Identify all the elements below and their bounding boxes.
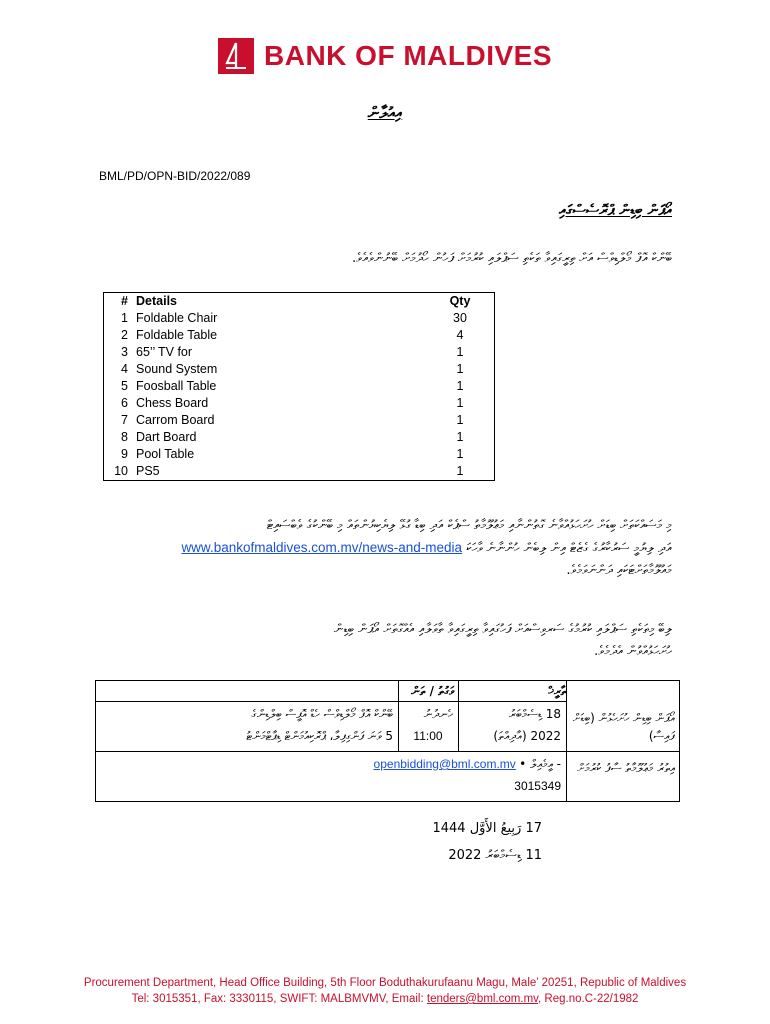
row-details: Sound System [136,362,218,376]
bank-logo [218,38,552,74]
schedule-row1-date-bottom: 2022 (އާދިއްތަ) [493,729,561,743]
footer-contact-suffix: , Reg.no.C-22/1982 [538,993,639,1005]
row-details: Chess Board [136,396,209,410]
row-num: 4 [104,361,133,378]
footer-email-link[interactable]: tenders@bml.com.mv [426,993,539,1005]
row-qty: 1 [426,378,495,395]
documents-paragraph-line2-text: އަދި ލިޔުމީ ސަރުކާރުގެ ގެޒެޓް އިން ލިބެން ހުންނާނެ ވާހަކަ [466,541,672,556]
row-num: 6 [104,395,133,412]
submission-paragraph [72,619,672,663]
table-row [104,446,495,463]
gregorian-date: 11 ޑިސެމްބަރު 2022 [448,848,542,863]
table-row [104,429,495,446]
row-num: 7 [104,412,133,429]
schedule-row1-time-top: ހެނދުނު [423,707,453,721]
row-details: Foldable Chair [136,311,218,325]
intro-text: ބޭންކް އޮފް މޯލްޑިވްސް އަށް ތިރީގައިވާ ތަކެތި ސަޕްލައި ކުރުމަށް ފަހުން ހޯދުމަށް ބޭނުންވެއެވެ. [352,251,672,266]
items-table [103,292,495,481]
row-num: 3 [104,344,133,361]
row-details: Pool Table [136,447,195,461]
schedule-row2-label: އިތުރު މަޢުލޫމާތު ސާފު ކުރުމަށް [577,761,675,775]
table-row [104,310,495,327]
schedule-row1-label: އޯޕަން ބިޑިން ހުށަހެޅުން (ބިޑަށް ފައިސާ) [572,711,675,743]
row-num: 1 [104,310,133,327]
schedule-table [95,680,680,802]
row-details: Foldable Table [136,328,218,342]
col-header-num: # [104,293,133,311]
row-qty: 30 [426,310,495,327]
row-details: PS5 [132,463,426,481]
row-num: 9 [104,446,133,463]
row-num: 8 [104,429,133,446]
col-header-qty: Qty [426,293,495,311]
submission-paragraph-line2: ހުށަހަޅުއްވުން އެދެމެވެ. [594,644,672,659]
schedule-row1-time-bottom: 11:00 [413,729,443,743]
col-header-details: Details [132,293,426,311]
footer-contact-prefix: Tel: 3015351, Fax: 3330115, SWIFT: MALBMVMV, Email: [131,993,424,1005]
reference-number: BML/PD/OPN-BID/2022/089 [99,169,251,183]
announcement-title: އިއުލާން [367,103,403,122]
website-link[interactable]: www.bankofmaldives.com.mv/news-and-media [181,540,463,555]
table-row [104,395,495,412]
documents-paragraph-line1: މި މަސައްކަތަށް ބިޑަށް ހުށަހަޅުއްވާނެ ގޮތުންނާއި މަޢުލޫމާތު ސްޕެކް އަދި ބިޑާ ގުޅޭ ލިޔެކިޔުންތައް މި ބޭންކުގެ ވެބްސައިޓް [266,518,672,533]
schedule-email-prefix: • އީމެއިލް - [519,757,561,771]
items-table-header [104,293,495,311]
footer-address: Procurement Department, Head Office Building, 5th Floor Boduthakurufaanu Magu, Male’ 20251, Republic of Maldives [83,977,687,989]
submission-paragraph-line1: ލިބޭ މިތަކެތި ސަޕްލައި ކުރުމުގެ ސަރވިސްއަށް ފަހުގައިވާ ތިރީގައިވާ ތާވަލާއި އެއްގޮތަށް އޯޕަން ބިޑިން [333,622,672,637]
footer [0,975,770,1007]
row-num: 2 [104,327,133,344]
subject-heading: އޯޕަން ބިޑިން ޕްރޮސެސްގައި [558,201,672,219]
row-qty: 1 [426,361,495,378]
row-qty: 1 [426,395,495,412]
schedule-row2-phone: 3015349 [514,779,561,793]
sail-icon [218,38,254,74]
documents-paragraph-line2 [72,537,672,560]
row-qty: 1 [426,446,495,463]
documents-paragraph-line3: މައުލޫމާތަށްޓަކައި ދަންނަވަމެވެ. [566,563,672,578]
row-details: Foosball Table [136,379,217,393]
row-qty: 4 [426,327,495,344]
bank-logo-mark [218,38,254,74]
row-details: Dart Board [136,430,197,444]
footer-contact [0,991,770,1007]
table-row [104,361,495,378]
schedule-row1-place-bottom: 5 ވަނަ ފަންގިފިލާ، ޕްރޮކިއުމަންޓް ޑިޕާޓްމަންޓު [246,729,393,743]
schedule-row2-email-line [221,757,561,772]
schedule-email-link[interactable]: openbidding@bml.com.mv [373,757,516,771]
table-row [104,463,495,481]
row-details: Carrom Board [136,413,215,427]
row-details: 65’’ TV for [136,345,193,359]
row-qty: 1 [426,463,495,481]
row-num: 10 [104,463,133,481]
schedule-row1-date-top: 18 ޑިސެމްބަރު [508,707,561,721]
row-num: 5 [104,378,133,395]
documents-paragraph [72,515,672,582]
schedule-header-time-place: ވަގުތު / ތަން [411,684,454,698]
hijri-date: 17 رَبِيعُ الأَوَّل 1444 [432,821,542,836]
row-qty: 1 [426,344,495,361]
schedule-header-date: ތާރީޚް [548,684,566,698]
row-qty: 1 [426,429,495,446]
bank-name: BANK OF MALDIVES [264,40,552,71]
table-row [104,327,495,344]
schedule-row1-place-top: ބޭންކް އޮފް މޯލްޑިވްސް ހެޑް އޮފީސް ބިލްޑިންގެ [251,707,393,721]
table-row [104,344,495,361]
table-row [104,412,495,429]
row-qty: 1 [426,412,495,429]
table-row [104,378,495,395]
